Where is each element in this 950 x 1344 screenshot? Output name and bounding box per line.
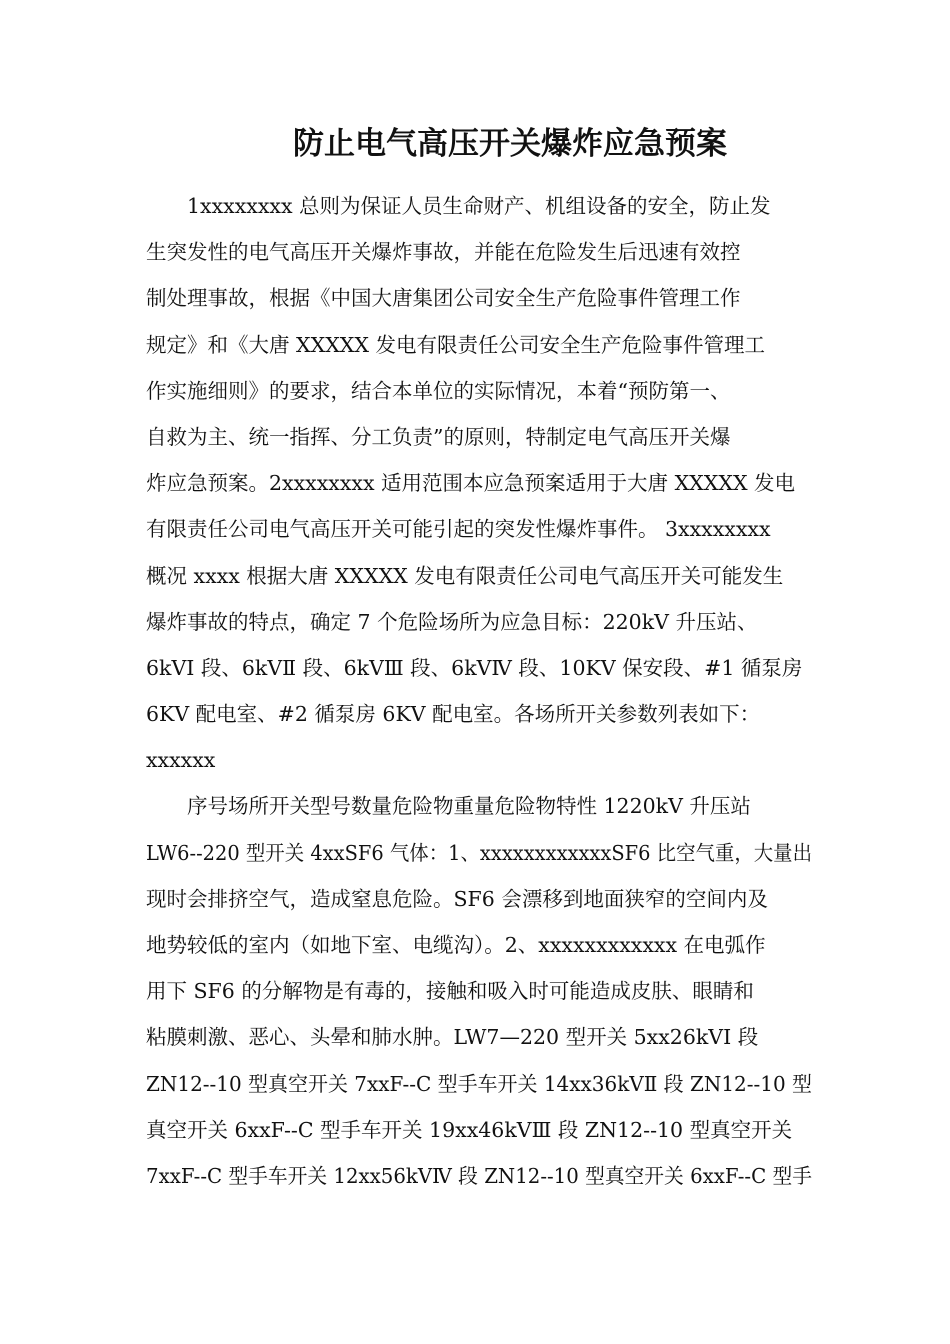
paragraph-line-18: 用下 SF6 的分解物是有毒的，接触和吸入时可能造成皮肤、眼睛和 — [146, 979, 754, 1004]
paragraph-line-20: ZN12--10 型真空开关 7xxF--C 型手车开关 14xx36kVⅡ 段 ZN12--10 型 — [146, 1071, 813, 1096]
paragraph-line-8: 有限责任公司电气高压开关可能引起的突发性爆炸事件。 3xxxxxxxx — [146, 517, 771, 542]
paragraph-line-13: xxxxxx — [146, 748, 216, 773]
paragraph-line-15: LW6--220 型开关 4xxSF6 气体：1、xxxxxxxxxxxxSF6 比空气重，大量出 — [146, 840, 813, 865]
paragraph-line-14: 序号场所开关型号数量危险物重量危险物特性 1220kV 升压站 — [187, 794, 751, 819]
paragraph-line-22: 7xxF--C 型手车开关 12xx56kVⅣ 段 ZN12--10 型真空开关 6xxF--C 型手 — [146, 1163, 812, 1188]
paragraph-line-1: 1xxxxxxxx 总则为保证人员生命财产、机组设备的安全，防止发 — [187, 194, 771, 218]
paragraph-line-21: 真空开关 6xxF--C 型手车开关 19xx46kVⅢ 段 ZN12--10 型真空开关 — [146, 1117, 793, 1142]
paragraph-line-10: 爆炸事故的特点，确定 7 个危险场所为应急目标：220kV 升压站、 — [146, 609, 758, 634]
paragraph-line-4: 规定》和《大唐 XXXXX 发电有限责任公司安全生产危险事件管理工 — [146, 332, 766, 357]
document-title: 防止电气高压开关爆炸应急预案 — [293, 126, 727, 162]
paragraph-line-9: 概况 xxxx 根据大唐 XXXXX 发电有限责任公司电气高压开关可能发生 — [146, 563, 784, 588]
paragraph-line-11: 6kVⅠ 段、6kVⅡ 段、6kVⅢ 段、6kVⅣ 段、10KV 保安段、#1 循泵房 — [146, 655, 803, 680]
paragraph-line-3: 制处理事故，根据《中国大唐集团公司安全生产危险事件管理工作 — [146, 286, 741, 311]
paragraph-line-17: 地势较低的室内（如地下室、电缆沟）。2、xxxxxxxxxxxx 在电弧作 — [146, 933, 766, 957]
paragraph-line-19: 粘膜刺激、恶心、头晕和肺水肿。LW7—220 型开关 5xx26kVⅠ 段 — [146, 1025, 759, 1050]
document-body — [146, 183, 812, 1199]
paragraph-line-5: 作实施细则》的要求，结合本单位的实际情况，本着“预防第一、 — [146, 378, 731, 403]
paragraph-line-12: 6KV 配电室、#2 循泵房 6KV 配电室。各场所开关参数列表如下： — [146, 702, 761, 727]
paragraph-line-2: 生突发性的电气高压开关爆炸事故，并能在危险发生后迅速有效控 — [146, 240, 741, 265]
paragraph-line-6: 自救为主、统一指挥、分工负责”的原则，特制定电气高压开关爆 — [146, 424, 731, 449]
paragraph-line-7: 炸应急预案。2xxxxxxxx 适用范围本应急预案适用于大唐 XXXXX 发电 — [146, 471, 796, 496]
paragraph-line-16: 现时会排挤空气，造成窒息危险。SF6 会漂移到地面狭窄的空间内及 — [146, 886, 768, 911]
